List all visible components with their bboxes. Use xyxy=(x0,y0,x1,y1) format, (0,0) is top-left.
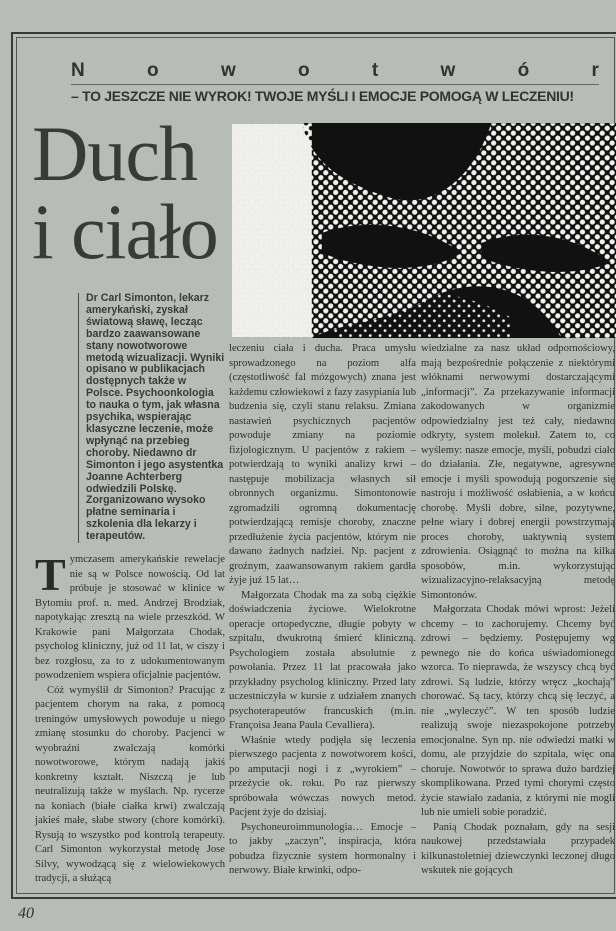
body-column-2 xyxy=(229,342,416,879)
kicker-letter: ó xyxy=(517,60,530,81)
lead-paragraph: Dr Carl Simonton, lekarz amerykański, zyskał światową sławę, lecząc bardzo zaawansowane stany nowotworowe metodą wizualizacji. Wyniki opisano w publikacjach dostępnych także w Polsce. Psychoonkologia to nauka o tym, jak własna psychika, wspierając klasyczne leczenie, może wpłynąć na przebieg choroby. Niedawno dr Simonton i jego asystentka Joanne Achterberg odwiedzili Polskę. Zorganizowano wysoko płatne seminaria i szkolenia dla lekarzy i terapeutów. xyxy=(78,293,225,543)
halftone-photo xyxy=(232,123,616,338)
page-number: 40 xyxy=(18,904,34,922)
kicker-letter: r xyxy=(591,60,599,81)
paragraph: Małgorzata Chodak mówi wprost: Jeżeli chcemy – to zachorujemy. Chcemy być zdrowi – będziemy. Postępujemy wg pewnego nie do końca uświadomionego wzorca. To nieprawda, że wszyscy chcą być zdrowi. Są ludzie, którzy wręcz „kochają” chorować. Są tacy, którzy chcą się leczyć, a nie „wyleczyć”. W ten sposób ludzie realizują swoje niezaspokojone potrzeby emocjonalne. Syn np. nie odwiedzi matki w domu, ale przyjdzie do szpitala, więc ona choruje. Nowotwór to sprawa dużo bardziej skomplikowana. Przed tymi chorymi często życie stawiało zadania, z którymi nie mogli lub nie umieli sobie poradzić. xyxy=(421,604,615,818)
drop-cap: T xyxy=(35,549,66,601)
paragraph: Małgorzata Chodak ma za sobą ciężkie doświadczenia życiowe. Wielokrotne operacje ortopedyczne, długie pobyty w szpitalu, dwukrotną śmierć kliniczną. Psychologiem została absolutnie z powołania. Przez 11 lat pracowała jako przykładny psycholog kliniczny. Przed laty uczestniczyła w kursie z udziałem znanych psychoterapeutów francuskich (m.in. Françoisa Jeana Paula Cevalliera). xyxy=(229,589,416,731)
body-columns xyxy=(229,342,616,879)
section-kicker xyxy=(71,60,599,85)
kicker-letter: w xyxy=(440,60,456,81)
left-column xyxy=(32,110,225,887)
kicker-letter: N xyxy=(71,60,85,81)
paragraph: Właśnie wtedy podjęła się leczenia pierwszego pacjenta z nowotworem kości, po amputacji nogi i z „wyrokiem” – przeżycie ok. roku. Po raz pierwszy spróbowała wówczas nowych metod. Pacjent żyje do dzisiaj. xyxy=(229,734,416,818)
paragraph: Psychoneuroimmunologia… Emocje – to jakby „zaczyn”, inspiracja, która pobudza fizycznie system hormonalny i nerwowy. Białe krwinki, odpo- xyxy=(229,821,416,876)
kicker-letter: o xyxy=(147,60,159,81)
article-frame xyxy=(11,32,616,899)
paragraph-text: ymczasem amerykańskie rewelacje nie są w Polsce nowością. Od lat próbuje je stosować w klinice w Bytomiu prof. n. med. Andrzej Brodziak, napotykając zresztą na wiele przeszkód. W Krakowie pani Małgorzata Chodak, psycholog kliniczny, już od 11 lat, w ciszy i bez rozgłosu, za to z udokumentowanym powodzeniem wspiera oficjalnie pacjentów. xyxy=(35,554,225,682)
paragraph: leczeniu ciała i ducha. Praca umysłu sprowadzonego na poziom alfa (częstotliwość fal mózgowych) znana jest każdemu człowiekowi z fazy zasypiania lub budzenia się, czyli stanu relaksu. Zmiana nastawień psychicznych pacjentów powoduje zmiany na poziomie fizjologicznym. U pacjentów z rakiem – potwierdzają to wyniki analizy krwi – następuje mobilizacja własnych sił obronnych organizmu. Simontonowie zgromadzili ogromną dokumentację potwierdzającą remisje choroby, znaczne przedłużenie życia pacjentów, którym nie dawano żadnych nadziei. Np. pacjent z groźnym, zaawansowanym rakiem gardła żyje już 15 lat… xyxy=(229,343,416,586)
body-column-1 xyxy=(35,549,225,887)
body-column-3 xyxy=(421,342,615,879)
article-grid xyxy=(32,110,616,887)
paragraph xyxy=(35,549,225,684)
kicker-letter: w xyxy=(220,60,236,81)
paragraph: Cóż wymyślił dr Simonton? Pracując z pacjentem chorym na raka, z pomocą treningów umysłowych powoduje u niego zmianę stosunku do choroby. Pacjenci w wyobraźni zwalczają komórki nowotworowe, którym nadają jakiś konkretny kształt. Niszczą je lub neutralizują także w myślach. Np. rycerze na koniach (białe ciałka krwi) zwalczają jakieś małe, słabe stwory (chore komórki). Rysują to wszystko pod kontrolą terapeuty. Carl Simonton wykorzystał metodę Jose Silvy, wywodzącą się z wielowiekowych tradycji, a służącą xyxy=(35,684,225,885)
title-line-2: i ciało xyxy=(32,188,218,275)
kicker-letter: o xyxy=(298,60,310,81)
subtitle: – TO JESZCZE NIE WYROK! TWOJE MYŚLI I EMOCJE POMOGĄ W LECZENIU! xyxy=(71,88,574,104)
paragraph: Panią Chodak poznałam, gdy na sesji naukowej przedstawiała przypadek kilkunastoletniej dziewczynki leczonej długo wskutek nie gojących xyxy=(421,821,615,876)
paragraph: wiedzialne za nasz układ odpornościowy, mają bezpośrednie połączenie z niektórymi włóknami nerwowymi dostarczającymi „informacji”. Za przekazywanie informacji zakodowanych w organizmie odpowiedzialny jest też cały, niedawno odkryty, system molekuł. Zatem to, co wyślemy: nasze emocje, myśli, pobudzi ciało do działania. Złe, negatywne, agresywne emocje i myśli spowodują pogorszenie się nastroju i możliwość osłabienia, a w końcu chorobę. Myśli dobre, silne, pozytywne, pełne wiary i dobrej energii powstrzymają proces choroby, uaktywnią system zdrowienia. Osiągnąć to można na kilka sposobów, m.in. wykorzystując wizualizacyjno-relaksacyjną metodę Simontonów. xyxy=(421,343,615,601)
title-line-1: Duch xyxy=(32,110,197,197)
article-title xyxy=(32,110,225,275)
kicker-letter: t xyxy=(371,60,379,81)
halftone-face-image xyxy=(232,123,616,338)
right-area xyxy=(229,115,616,887)
